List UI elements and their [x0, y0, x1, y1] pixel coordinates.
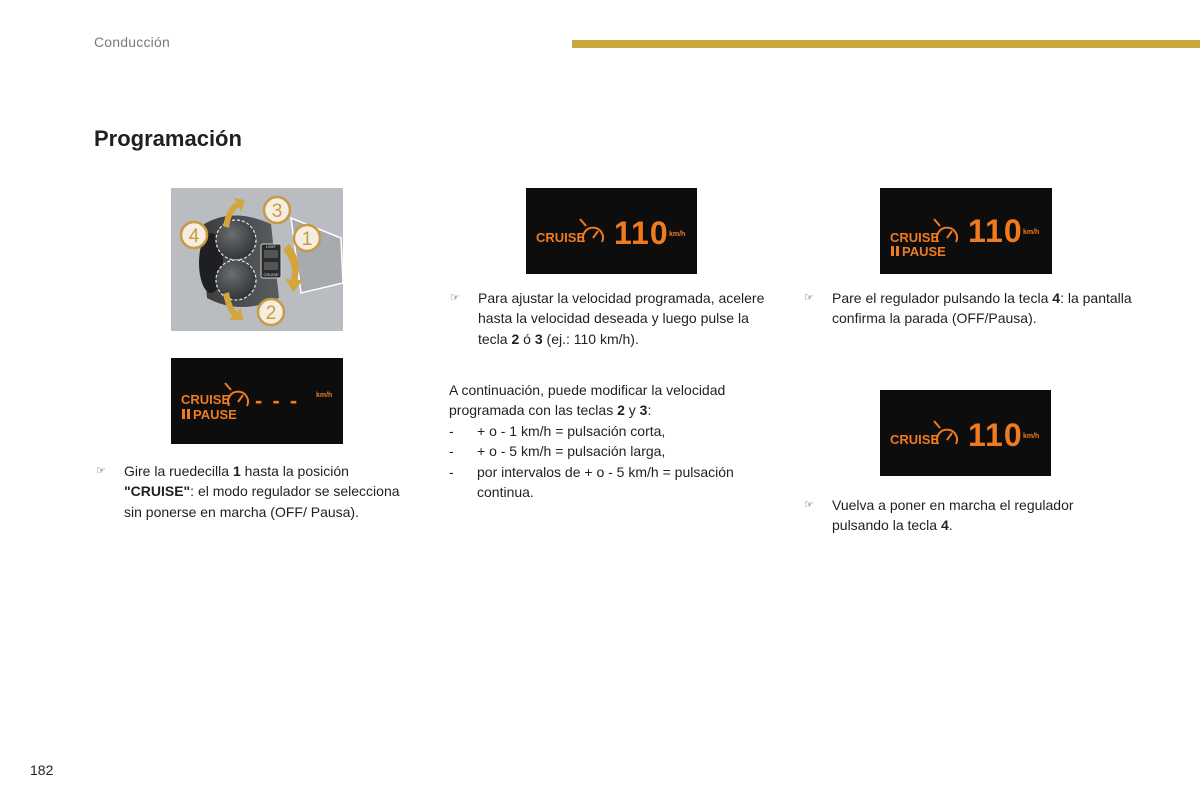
pause-icon	[182, 409, 190, 419]
list-item: - por intervalos de + o - 5 km/h = pulsación continua.	[449, 463, 734, 501]
hand-pointer-icon: ☞	[804, 499, 814, 511]
pause-icon	[891, 246, 899, 256]
display-unit: km/h	[669, 231, 686, 238]
display-mode: CRUISE	[890, 230, 940, 245]
instruction-resume: ☞ Vuelva a poner en marcha el regulador pulsando la tecla 4.	[804, 497, 1074, 534]
display-unit: km/h	[1023, 433, 1040, 440]
callout-3	[264, 197, 290, 223]
display-cruise-110-resume	[880, 390, 1051, 476]
hand-pointer-icon: ☞	[96, 465, 106, 477]
display-mode: CRUISE	[181, 392, 231, 407]
display-speed: 110	[968, 213, 1023, 249]
display-mode: CRUISE	[890, 432, 940, 447]
cruise-control-stalk-figure	[171, 188, 343, 331]
display-unit: km/h	[316, 392, 333, 399]
display-status: PAUSE	[193, 407, 237, 422]
hand-pointer-icon: ☞	[804, 292, 814, 304]
svg-text:2: 2	[265, 303, 277, 324]
page-number: 182	[30, 762, 54, 778]
header-rule	[572, 40, 1200, 48]
display-speed: - - -	[255, 388, 300, 413]
instruction-pause: ☞ Pare el regulador pulsando la tecla 4: la pantalla confirma la parada (OFF/Pausa).	[804, 290, 1132, 327]
hand-pointer-icon: ☞	[450, 292, 460, 304]
section-label: Conducción	[94, 34, 170, 50]
switch-label-limit: LIMIT	[265, 244, 277, 249]
list-item: - + o - 5 km/h = pulsación larga,	[449, 443, 666, 460]
display-status: PAUSE	[902, 244, 946, 259]
svg-text:3: 3	[271, 201, 283, 222]
svg-text:4: 4	[188, 226, 200, 247]
display-speed: 110	[968, 417, 1023, 453]
instruction-modify-speed	[449, 380, 779, 502]
callout-4	[181, 222, 207, 248]
page-title: Programación	[94, 126, 242, 151]
display-speed: 110	[614, 215, 669, 251]
instruction-select-cruise: ☞ Gire la ruedecilla 1 hasta la posición "CRUISE": el modo regulador se selecciona sin ponerse en marcha (OFF/ Pausa).	[96, 463, 400, 520]
display-cruise-pause-unset	[171, 358, 343, 444]
modify-intro: A continuación, puede modificar la velocidad programada con las teclas 2 y 3:	[449, 382, 726, 419]
svg-text:1: 1	[301, 229, 313, 250]
display-mode: CRUISE	[536, 230, 586, 245]
callout-2	[258, 299, 284, 325]
display-unit: km/h	[1023, 229, 1040, 236]
switch-label-cruise: CRUISE	[263, 272, 279, 277]
display-cruise-110	[526, 188, 697, 274]
callout-1	[294, 225, 320, 251]
display-cruise-pause-110	[880, 188, 1052, 274]
list-item: - + o - 1 km/h = pulsación corta,	[449, 422, 666, 439]
instruction-set-speed: ☞ Para ajustar la velocidad programada, acelere hasta la velocidad deseada y luego pulse la tecla 2 ó 3 (ej.: 110 km/h).	[450, 290, 765, 347]
